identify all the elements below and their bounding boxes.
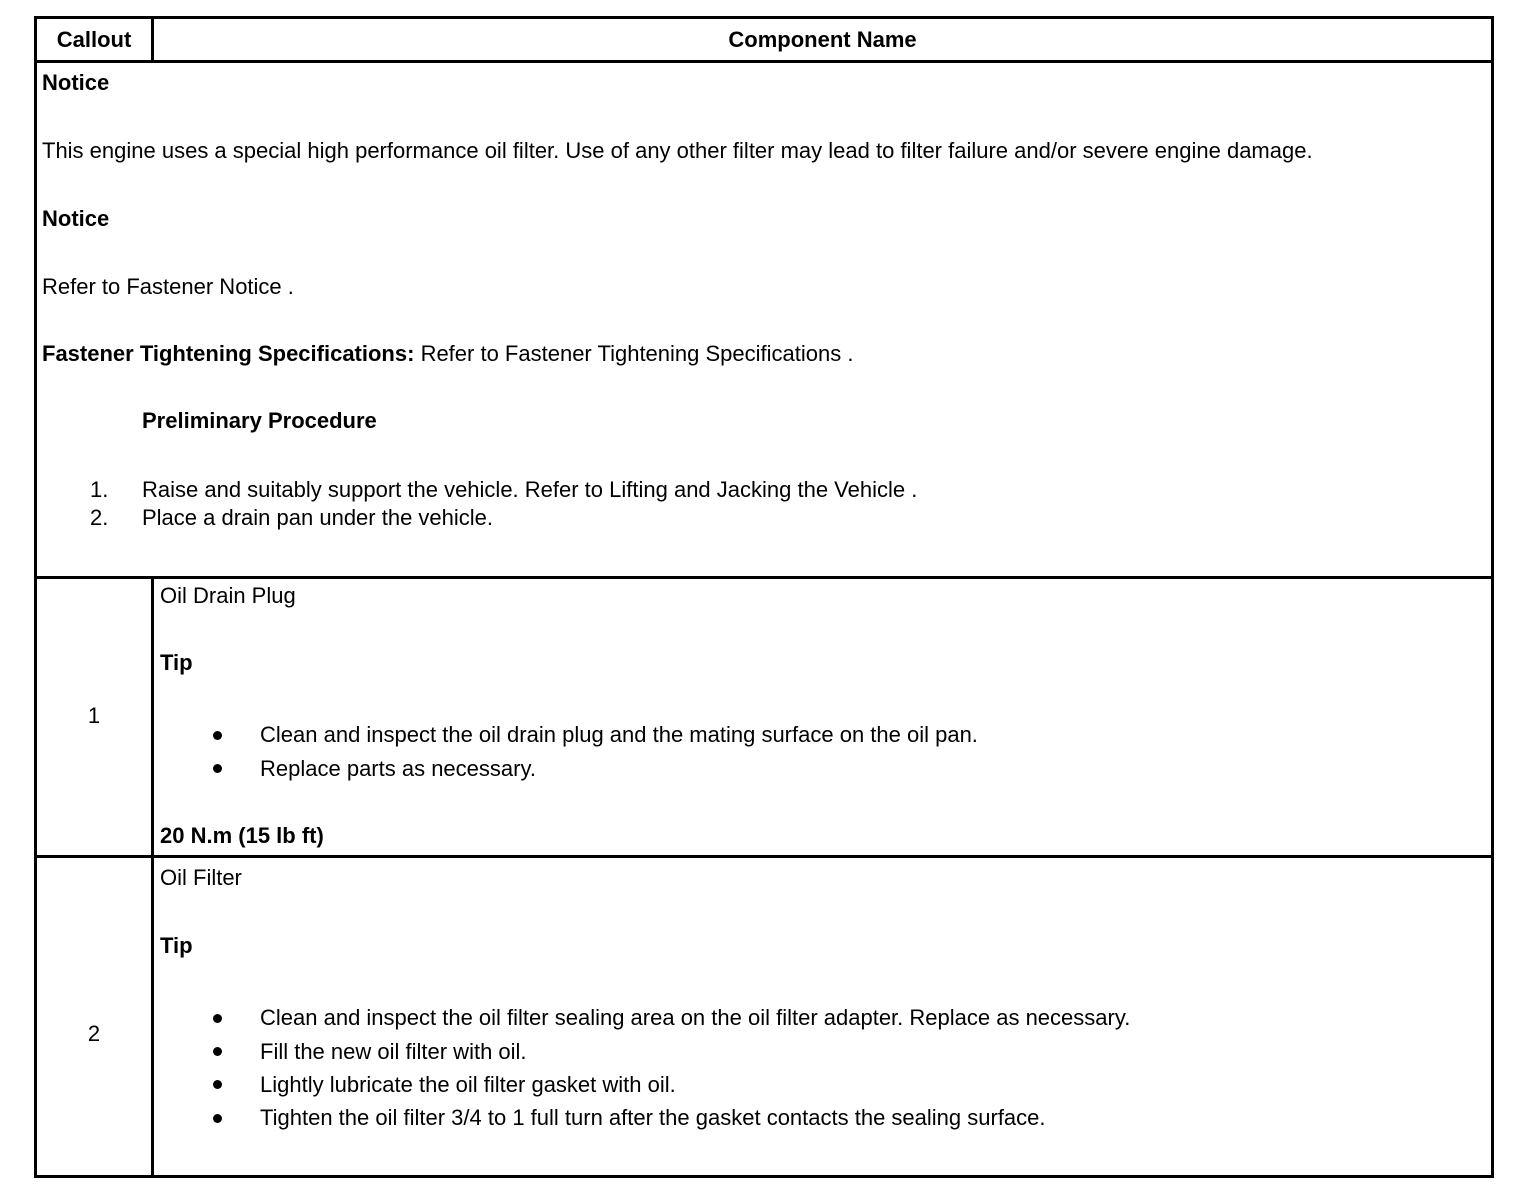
fastener-specs-label: Fastener Tightening Specifications:	[42, 341, 415, 366]
step-number: 1.	[90, 477, 109, 502]
table-header	[37, 19, 1491, 63]
component-name: Oil Filter	[160, 865, 242, 890]
component-name-column-header: Component Name	[728, 27, 917, 52]
tip-bullet-text: Clean and inspect the oil filter sealing area on the oil filter adapter. Replace as necessary.	[260, 1005, 1131, 1030]
procedure-table	[34, 16, 1494, 1178]
component-name: Oil Drain Plug	[160, 583, 296, 608]
callout-cell	[37, 858, 154, 1178]
tip-title: Tip	[160, 933, 193, 958]
tip-title: Tip	[160, 650, 193, 675]
notice-title: Notice	[42, 70, 110, 95]
table-row	[37, 576, 1491, 858]
fastener-specs-text: Refer to Fastener Tightening Specifications .	[420, 341, 854, 366]
step-text: Place a drain pan under the vehicle.	[142, 505, 494, 530]
notice-text: This engine uses a special high performance oil filter. Use of any other filter may lead to filter failure and/or severe engine damage.	[42, 138, 1313, 163]
bullet-icon	[213, 1114, 222, 1123]
bullet-icon	[213, 731, 222, 740]
callout-column-header: Callout	[37, 19, 154, 60]
tip-bullet-text: Tighten the oil filter 3/4 to 1 full turn after the gasket contacts the sealing surface.	[260, 1105, 1046, 1130]
callout-number: 1	[87, 703, 101, 728]
callout-cell	[37, 576, 154, 855]
notice-text: Refer to Fastener Notice .	[42, 274, 294, 299]
callout-number: 2	[87, 1021, 101, 1046]
preliminary-procedure-title: Preliminary Procedure	[142, 408, 377, 433]
tip-bullet-text: Lightly lubricate the oil filter gasket with oil.	[260, 1072, 676, 1097]
step-text: Raise and suitably support the vehicle. Refer to Lifting and Jacking the Vehicle .	[142, 477, 918, 502]
tip-bullet-text: Fill the new oil filter with oil.	[260, 1039, 527, 1064]
bullet-icon	[213, 1047, 222, 1056]
tip-bullet-text: Replace parts as necessary.	[260, 756, 536, 781]
table-row	[37, 858, 1491, 1178]
fastener-specs-line	[42, 341, 853, 367]
notice-title: Notice	[42, 206, 110, 231]
step-number: 2.	[90, 505, 109, 530]
bullet-icon	[213, 1080, 222, 1089]
tip-bullet-text: Clean and inspect the oil drain plug and the mating surface on the oil pan.	[260, 722, 978, 747]
torque-spec: 20 N.m (15 lb ft)	[160, 823, 324, 848]
bullet-icon	[213, 1014, 222, 1023]
intro-section	[37, 63, 1491, 579]
bullet-icon	[213, 764, 222, 773]
